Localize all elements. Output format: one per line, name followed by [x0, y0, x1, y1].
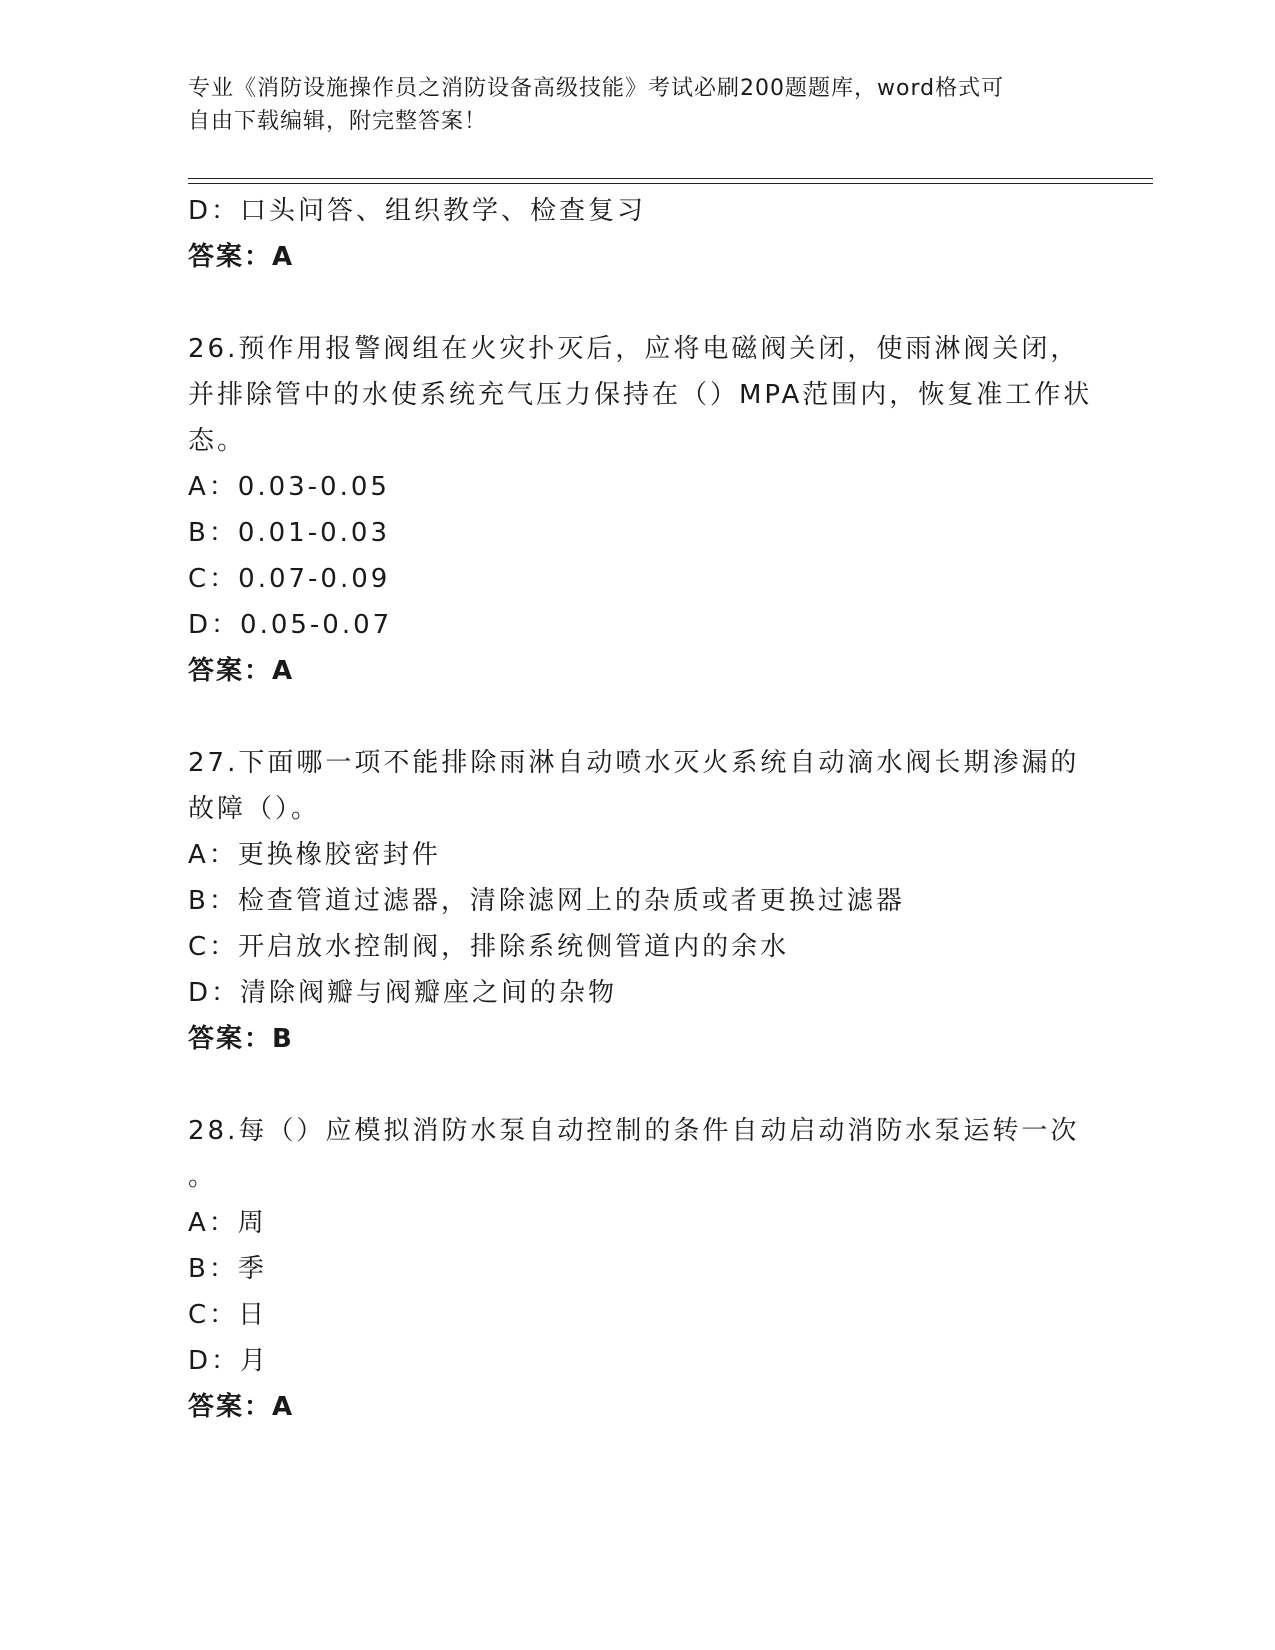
header-title-line-1: 专业《消防设施操作员之消防设备高级技能》考试必刷200题题库，word格式可	[188, 76, 1005, 101]
option-d: D：月	[188, 1346, 270, 1376]
question-25-continued	[188, 188, 1118, 280]
option-c: C：开启放水控制阀，排除系统侧管道内的余水	[188, 932, 790, 962]
option-b: B：0.01-0.03	[188, 518, 391, 548]
option-b: B：季	[188, 1254, 267, 1284]
answer: 答案：A	[188, 656, 295, 686]
question-text-line: 故障（）。	[188, 794, 321, 824]
page-header	[188, 72, 1088, 138]
option-a: A：周	[188, 1208, 267, 1238]
option-d: D：0.05-0.07	[188, 610, 393, 640]
question-text-line: 并排除管中的水使系统充气压力保持在（）MPA范围内，恢复准工作状	[188, 380, 1093, 410]
option-c: C：0.07-0.09	[188, 564, 391, 594]
question-text-line: 27.下面哪一项不能排除雨淋自动喷水灭火系统自动滴水阀长期渗漏的	[188, 748, 1080, 778]
question-text-line: 26.预作用报警阀组在火灾扑灭后，应将电磁阀关闭，使雨淋阀关闭，	[188, 334, 1080, 364]
question-26	[188, 326, 1118, 694]
option-b: B：检查管道过滤器，清除滤网上的杂质或者更换过滤器	[188, 886, 905, 916]
question-text-line: 。	[188, 1162, 218, 1192]
header-title-line-2: 自由下载编辑，附完整答案！	[188, 109, 488, 134]
question-text-line: 28.每（）应模拟消防水泵自动控制的条件自动启动消防水泵运转一次	[188, 1116, 1080, 1146]
option-a: A：更换橡胶密封件	[188, 840, 441, 870]
option-d: D：口头问答、组织教学、检查复习	[188, 196, 647, 226]
question-text	[188, 326, 1118, 464]
option-c: C：日	[188, 1300, 268, 1330]
question-text	[188, 1108, 1118, 1200]
question-27	[188, 740, 1118, 1062]
question-28	[188, 1108, 1118, 1430]
answer: 答案：A	[188, 1392, 295, 1422]
question-text	[188, 740, 1118, 832]
header-divider	[188, 178, 1153, 184]
answer: 答案：A	[188, 242, 295, 272]
option-d: D：清除阀瓣与阀瓣座之间的杂物	[188, 978, 618, 1008]
document-body	[188, 188, 1118, 1430]
answer: 答案：B	[188, 1024, 294, 1054]
option-a: A：0.03-0.05	[188, 472, 390, 502]
question-text-line: 态。	[188, 426, 247, 456]
